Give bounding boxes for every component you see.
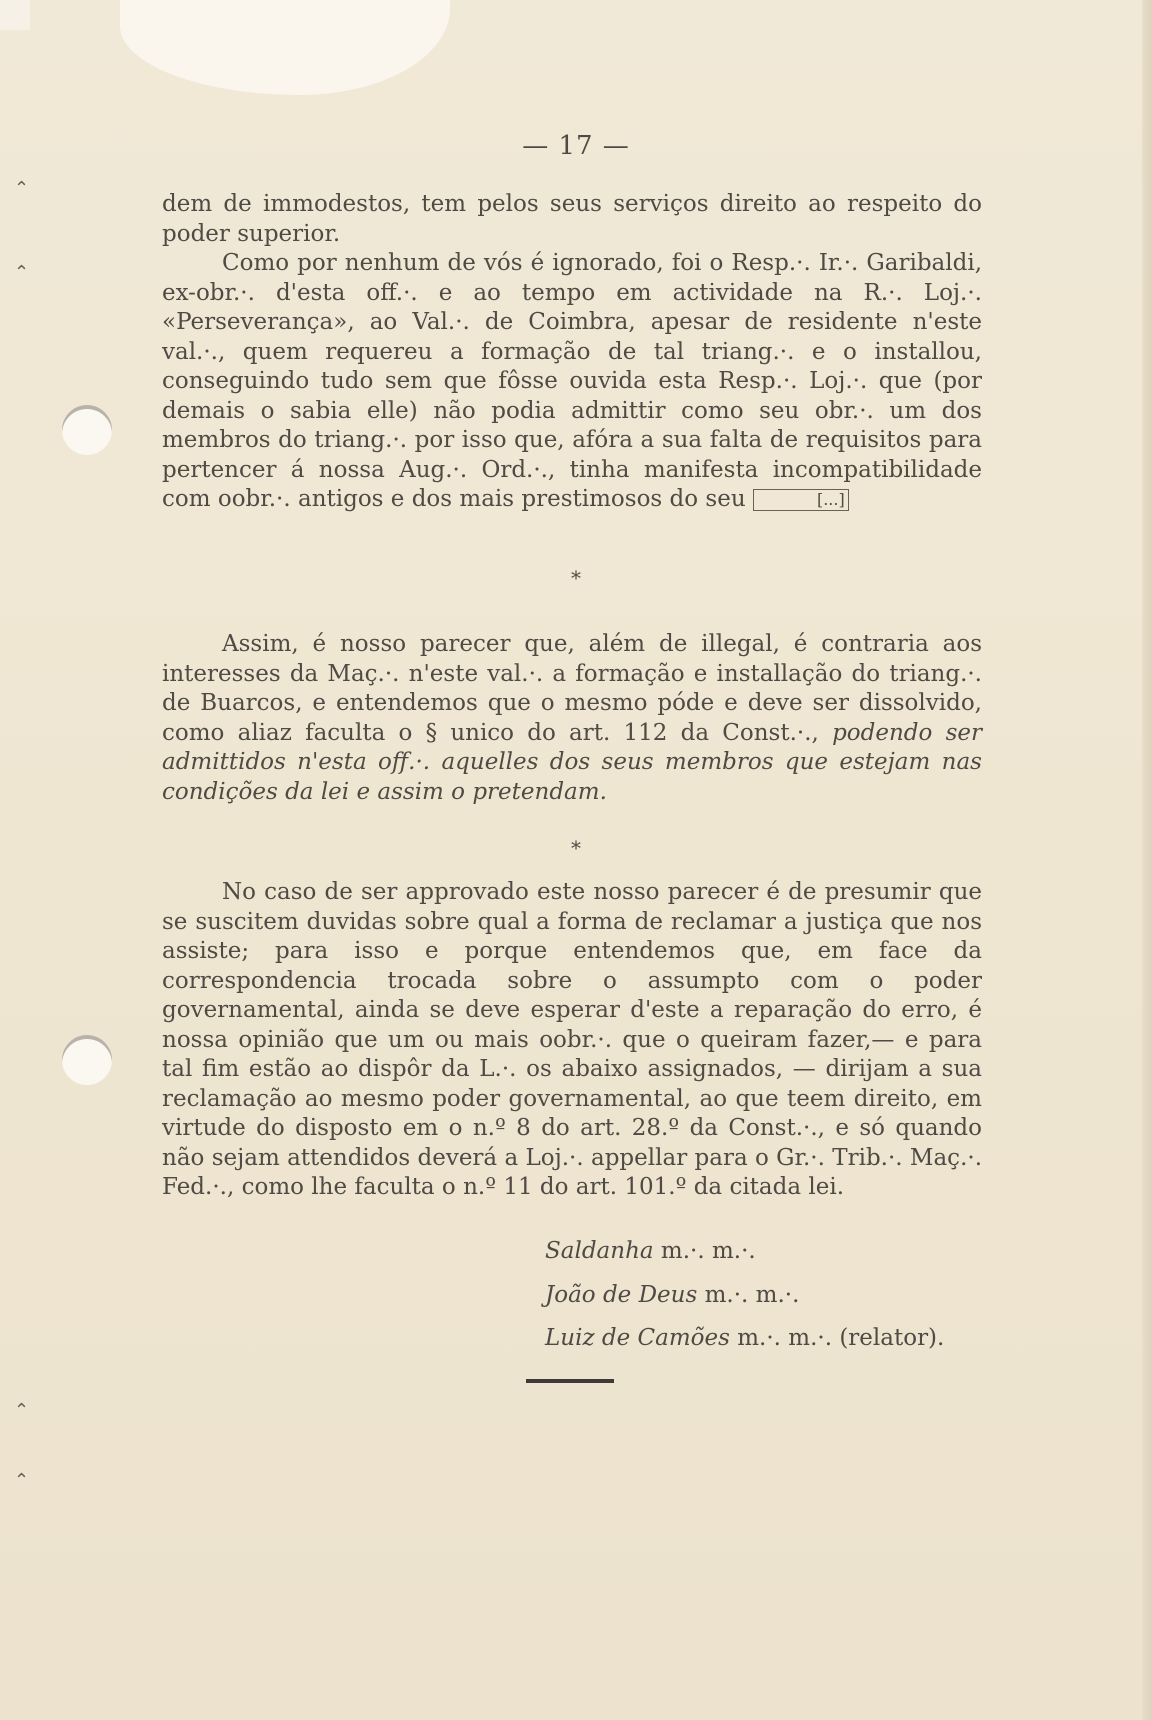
section-separator: * <box>571 836 581 860</box>
margin-mark: ⌃ <box>14 262 30 283</box>
paragraph-conclusion: No caso de ser approvado este nosso parecer é de presumir que se suscitem duvidas sobre qual a forma de reclamar a justiça que nos assiste; para isso e porque entendemos que, em face da correspondencia trocada sobre o assumpto com o poder governamental, ainda se deve esperar d'este a reparação do erro, é nossa opinião que um ou mais oobr.·. que o queiram fazer,— e para tal fim estão ao dispôr da L.·. os abaixo assignados, — dirijam a sua reclamação ao mesmo poder governamental, ao que teem direito, em virtude do disposto em o n.º 8 do art. 28.º da Const.·., e só quando não sejam attendidos deverá a Loj.·. appellar para o Gr.·. Trib.·. Maç.·. Fed.·., como lhe faculta o n.º 11 do art. 101.º da citada lei. <box>162 879 982 1200</box>
torn-paper-edge <box>120 0 450 95</box>
torn-corner <box>0 0 30 30</box>
page-number: — 17 — <box>522 131 630 161</box>
section-separator: * <box>571 566 581 590</box>
margin-mark: ⌃ <box>14 178 30 199</box>
punch-hole-upper <box>62 405 112 455</box>
paragraph-opinion <box>162 630 982 807</box>
margin-mark: ⌃ <box>14 1400 30 1421</box>
signature-line <box>545 1323 944 1353</box>
ellipsis-bracket: [...] <box>753 489 849 511</box>
paragraph-continuation: dem de immodestos, tem pelos seus serviços direito ao respeito do poder superior. <box>162 191 982 247</box>
text-block-conclusion <box>162 878 982 1203</box>
punch-hole-lower <box>62 1035 112 1085</box>
signature-line <box>545 1236 756 1266</box>
text-block-opinion <box>162 630 982 807</box>
signature-title: m.·. m.·. <box>660 1238 756 1264</box>
paragraph-italic: podendo ser admittidos n'esta off.·. aquelles dos seus membros que estejam nas condições da lei e assim o pretendam. <box>162 719 982 805</box>
paragraph-text: Assim, é nosso parecer que, além de illegal, é contraria aos interesses da Maç.·. n'este val.·. a formação e installação do triang.·. de Buarcos, e entendemos que o mesmo póde e deve ser dissolvido, como aliaz faculta o § unico do art. 112 da Const.·., <box>162 631 982 746</box>
signature-name: Luiz de Camões <box>545 1325 730 1351</box>
text-block-intro <box>162 190 982 515</box>
signature-title: m.·. m.·. (relator). <box>737 1325 945 1351</box>
signature-name: João de Deus <box>545 1282 698 1308</box>
end-rule <box>526 1379 614 1383</box>
signature-name: Saldanha <box>545 1238 654 1264</box>
paragraph-garibaldi <box>162 249 982 515</box>
page-edge-shadow <box>1142 0 1152 1720</box>
margin-mark: ⌃ <box>14 1470 30 1491</box>
signature-title: m.·. m.·. <box>704 1282 800 1308</box>
signature-line <box>545 1280 799 1310</box>
paragraph-text: Como por nenhum de vós é ignorado, foi o Resp.·. Ir.·. Garibaldi, ex-obr.·. d'esta off.·. e ao tempo em actividade na R.·. Loj.·. «Perseverança», ao Val.·. de Coimbra, apesar de residente n'este val.·., quem requereu a formação de tal triang.·. e o installou, conseguindo tudo sem que fôsse ouvida esta Resp.·. Loj.·. que (por demais o sabia elle) não podia admittir como seu obr.·. um dos membros do triang.·. por isso que, afóra a sua falta de requisitos para pertencer á nossa Aug.·. Ord.·., tinha manifesta incompatibilidade com oobr.·. antigos e dos mais prestimosos do seu <box>162 250 982 512</box>
